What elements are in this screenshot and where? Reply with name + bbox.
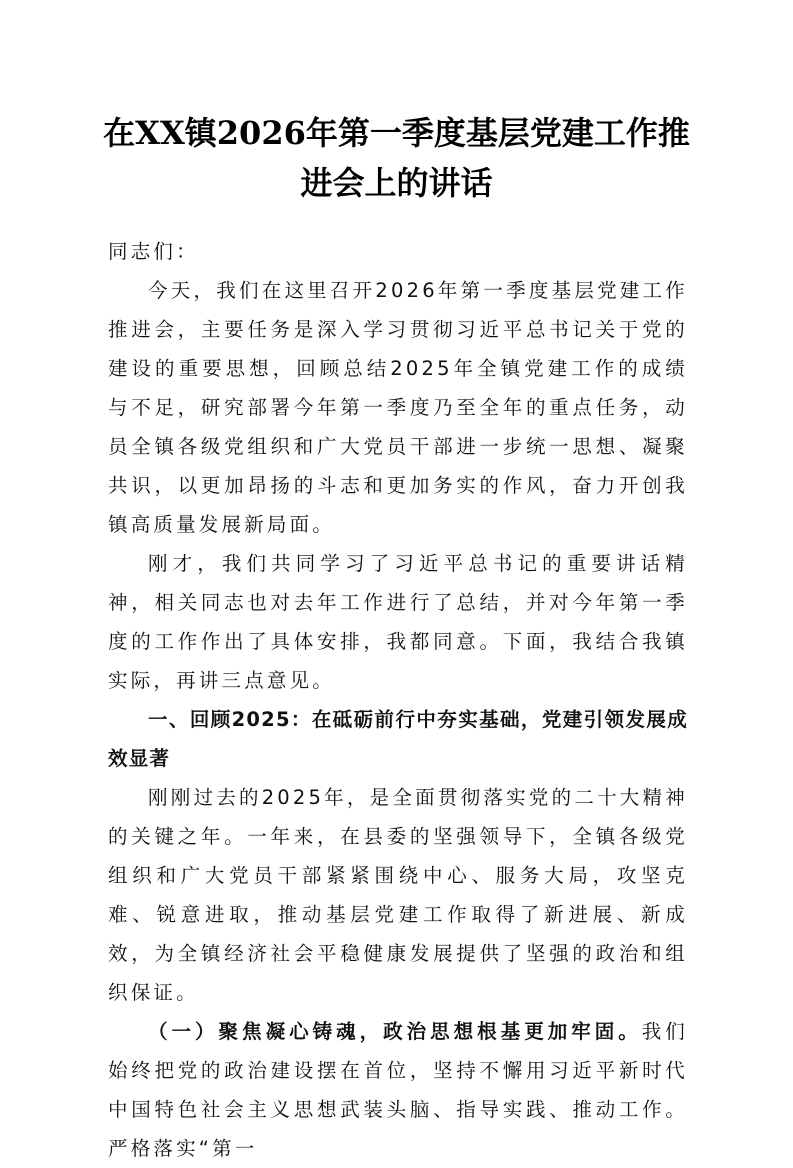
paragraph-agenda: 刚才，我们共同学习了习近平总书记的重要讲话精神，相关同志也对去年工作进行了总结，并对今年第一季度的工作作出了具体安排，我都同意。下面，我结合我镇实际，再讲三点意见。 <box>108 552 688 692</box>
paragraph-opening: 今天，我们在这里召开2026年第一季度基层党建工作推进会，主要任务是深入学习贯彻习近平总书记关于党的建设的重要思想，回顾总结2025年全镇党建工作的成绩与不足，研究部署今年第一季度乃至全年的重点任务，动员全镇各级党组织和广大党员干部进一步统一思想、凝聚共识，以更加昂扬的斗志和更加务实的作风，奋力开创我镇高质量发展新局面。 <box>108 279 688 536</box>
salutation: 同志们： <box>108 240 199 263</box>
subsection-1-text: 我们始终把党的政治建设摆在首位，坚持不懈用习近平新时代中国特色社会主义思想武装头脑、指导实践、推动工作。严格落实“第一 <box>108 1020 688 1160</box>
title-line-1: 在XX镇2026年第一季度基层党建工作推 <box>103 114 690 152</box>
section-heading-1: 一、回顾2025：在砥砺前行中夯实基础，党建引领发展成效显著 <box>108 708 688 770</box>
paragraph-subsection-1 <box>108 1012 688 1168</box>
document-title <box>100 108 693 208</box>
title-line-2: 进会上的讲话 <box>300 164 493 202</box>
document-body <box>108 232 688 1168</box>
subsection-heading-1: （一）聚焦凝心铸魂，政治思想根基更加牢固。 <box>148 1020 642 1043</box>
paragraph-review: 刚刚过去的2025年，是全面贯彻落实党的二十大精神的关键之年。一年来，在县委的坚强领导下，全镇各级党组织和广大党员干部紧紧围绕中心、服务大局，攻坚克难、锐意进取，推动基层党建工作取得了新进展、新成效，为全镇经济社会平稳健康发展提供了坚强的政治和组织保证。 <box>108 786 688 1004</box>
